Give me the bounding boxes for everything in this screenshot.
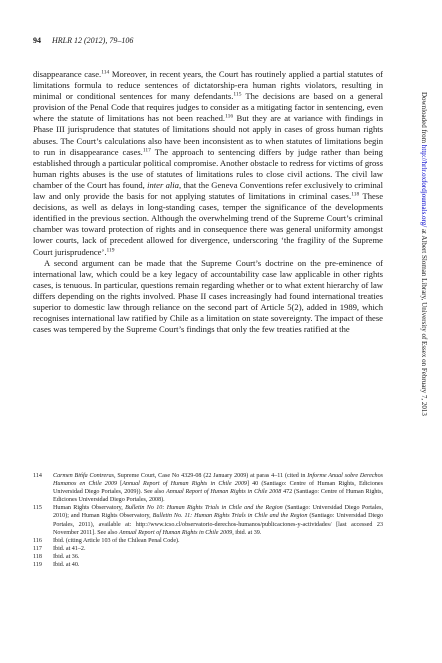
footnote-ref: 115 xyxy=(233,91,242,98)
watermark-suffix: at Albert Sloman Library, University of Essex on February 7, 2013 xyxy=(420,227,428,416)
footnote xyxy=(33,537,383,545)
footnote-number: 115 xyxy=(33,505,42,512)
paragraph-2: A second argument can be made that the Supreme Court’s doctrine on the pre-eminence of international law, which could be a key legacy of accountability case law applicable in other rights cases, is tenuous. In particular, questions remain regarding whether or to what extent hierarchy of law differs depending on the rights involved. Phase II cases increasingly had found international treaties superior to domestic law through reliance on the second part of Article 5(2), added in 1989, which recognises international law ratified by Chile as a limitation on state sovereignty. The impact of these cases was tempered by the Supreme Court’s findings that only the few treaties ratified at the xyxy=(33,257,383,335)
download-watermark xyxy=(413,92,427,592)
footnote xyxy=(33,553,383,561)
text-run: But they are at variance with findings in Phase III jurisprudence that statutes of limitations should not apply in cases of gross human rights abuses. The Court’s calculations also have been inconsistent as to when statutes of limitations begin to run in disappearance cases. xyxy=(33,113,383,157)
text-run: The decisions are based on a general provision of the Penal Code that requires judges to consider as a mitigating factor in sentencing, even where the statute of limitations has not been reached. xyxy=(33,91,383,124)
italic-term: inter alia xyxy=(147,179,179,190)
footnote xyxy=(33,545,383,553)
footnote-ref: 116 xyxy=(225,113,234,120)
footnote-ref: 119 xyxy=(106,247,115,253)
footnote-text: Human Rights Observatory, Bulletin No 10: Human Rights Trials in Chile and the Region (Santiago: Universidad Diego Portales, 2010); and Human Rights Observatory, Bulletin No. 11: Human Rights Trials in Chile and the Region (Santiago: Universidad Diego Portales, 2011), available at: http://www.icso.cl/observatorio-derechos-humanos/publicaciones-y-actividades/ [last accessed 23 November 2011]. See also Annual Report of Human Rights in Chile 2009, ibid. at 39. xyxy=(53,505,383,536)
journal-link[interactable]: http://hrlr.oxfordjournals.org/ xyxy=(420,144,428,228)
page-header xyxy=(33,36,413,46)
text-run: disappearance case. xyxy=(33,69,102,79)
footnote-text: Ibid. at 41–2. xyxy=(53,545,86,552)
main-text xyxy=(33,69,383,335)
footnote-text: Carmen Bińfa Contreras, Supreme Court, Case No 4329-08 (22 January 2009) at paras 4–11 (cited in Informe Anual sobre Derechos Humanos en Chile 2009 [Annual Report of Human Rights in Chile 2009] 40 (Santiago: Centre of Human Rights, Ediciones Universidad Diego Portales, 2009)). See also Annual Report of Human Rights in Chile 2008 472 (Santiago: Centre of Human Rights, Ediciones Universidad Diego Portales, 2008). xyxy=(53,473,384,504)
footnote-number: 117 xyxy=(33,545,42,552)
footnote-ref: 117 xyxy=(142,147,151,154)
footnote xyxy=(33,504,383,536)
footnote xyxy=(33,472,383,504)
footnote-number: 114 xyxy=(33,473,42,479)
footnote-number: 116 xyxy=(33,537,42,544)
page-number: 94 xyxy=(33,36,41,45)
footnote-ref: 114 xyxy=(101,69,110,76)
footnote-text: Ibid. at 40. xyxy=(53,562,80,569)
text-run: The approach to sentencing differs by judge rather than being established through a particular political compromise. Another obstacle to redress for victims of gross human rights abuses is the use of statutes of limitations rules to close civil actions. The civil law chamber of the Court has found, xyxy=(33,146,383,190)
footnote-ref: 118 xyxy=(351,191,360,198)
footnote-number: 118 xyxy=(33,553,42,560)
footnote-text: Ibid. (citing Article 103 of the Chilean Penal Code). xyxy=(53,537,180,544)
footnote xyxy=(33,561,383,569)
footnote-text: Ibid. at 36. xyxy=(53,553,80,560)
footnote-number: 119 xyxy=(33,562,42,569)
text-run: These decisions, as well as delays in long-standing cases, temper the significance of the developments identified in the previous section. Although the overwhelming trend of the Supreme Court’s criminal chamber was toward protection of rights and in consequence there was general uniformity amongst lower courts, lack of precedent allowed for divergence, underscoring ‘the fragility of the Supreme Court jurisprudence’. xyxy=(33,191,384,257)
footnotes xyxy=(33,472,383,569)
journal-citation: HRLR 12 (2012), 79–106 xyxy=(52,36,134,45)
paragraph-1 xyxy=(33,69,383,258)
text-run: , that the Geneva Conventions refer exclusively to criminal law and only provide the basis for not applying statutes of limitations in criminal cases. xyxy=(33,179,383,202)
watermark-prefix: Downloaded from xyxy=(420,92,428,145)
text-run: Moreover, in recent years, the Court has routinely applied a partial statutes of limitations formula to reduce sentences of dictatorship-era human rights violators, resulting in minimal or conditional sentences for many defendants. xyxy=(33,69,383,102)
